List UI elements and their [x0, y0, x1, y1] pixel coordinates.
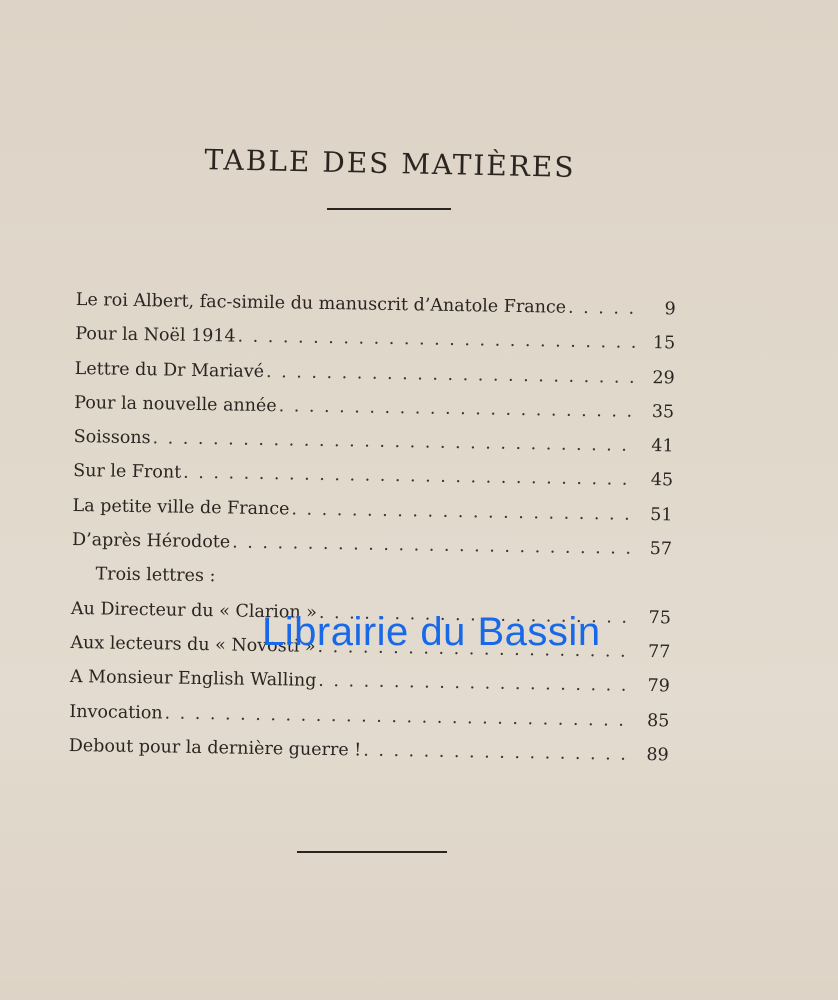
toc-entry-title: Aux lecteurs du « Novosti »: [70, 632, 316, 657]
toc-entry-page: 41: [651, 436, 674, 457]
page-title: TABLE DES MATIÈRES: [204, 142, 576, 184]
toc-entry-title: Invocation: [69, 701, 163, 723]
toc-entry-title: Pour la nouvelle année: [74, 392, 277, 417]
table-of-contents: [68, 290, 675, 780]
toc-entry-page: 51: [650, 504, 673, 526]
toc-entry-title: A Monsieur English Walling: [69, 667, 317, 692]
toc-entry-title: Debout pour la dernière guerre !: [68, 735, 362, 761]
toc-entry-page: 45: [650, 470, 674, 491]
toc-entry-title: Sur le Front: [72, 461, 182, 484]
toc-leader-dots: [279, 396, 637, 422]
toc-entry-page: 29: [652, 367, 675, 389]
toc-section-title: Trois lettres :: [95, 564, 216, 587]
toc-entry-page: 9: [664, 299, 676, 320]
toc-entry-page: 15: [652, 333, 676, 354]
toc-entry-title: Lettre du Dr Mariavé: [74, 358, 265, 382]
toc-entry-title: Le roi Albert, fac-simile du manuscrit d’Anatole France: [75, 290, 567, 318]
toc-entry-page: 85: [646, 710, 670, 731]
toc-entry-page: 35: [651, 401, 675, 423]
toc-entry-page: 77: [647, 642, 671, 663]
toc-entry-title: Soissons: [73, 427, 151, 449]
top-divider: [327, 208, 451, 210]
toc-entry-page: 75: [648, 607, 672, 629]
toc-entry-title: Pour la Noël 1914: [75, 324, 236, 347]
toc-entry-page: 89: [646, 744, 669, 766]
toc-entry-title: La petite ville de France: [72, 495, 290, 520]
watermark-text: Librairie du Bassin: [262, 610, 601, 654]
bottom-divider: [297, 851, 447, 853]
toc-entry-page: [633, 588, 671, 589]
toc-leader-dots: [568, 298, 638, 319]
toc-entry-page: 57: [649, 539, 673, 560]
toc-entry-title: D’après Hérodote: [71, 530, 231, 553]
toc-leader-dots: [291, 499, 634, 524]
toc-leader-dots: [363, 740, 631, 764]
toc-leader-dots: [318, 671, 632, 696]
toc-entry-page: 79: [647, 676, 671, 697]
toc-entry-title: Au Directeur du « Clarion »: [70, 598, 318, 623]
